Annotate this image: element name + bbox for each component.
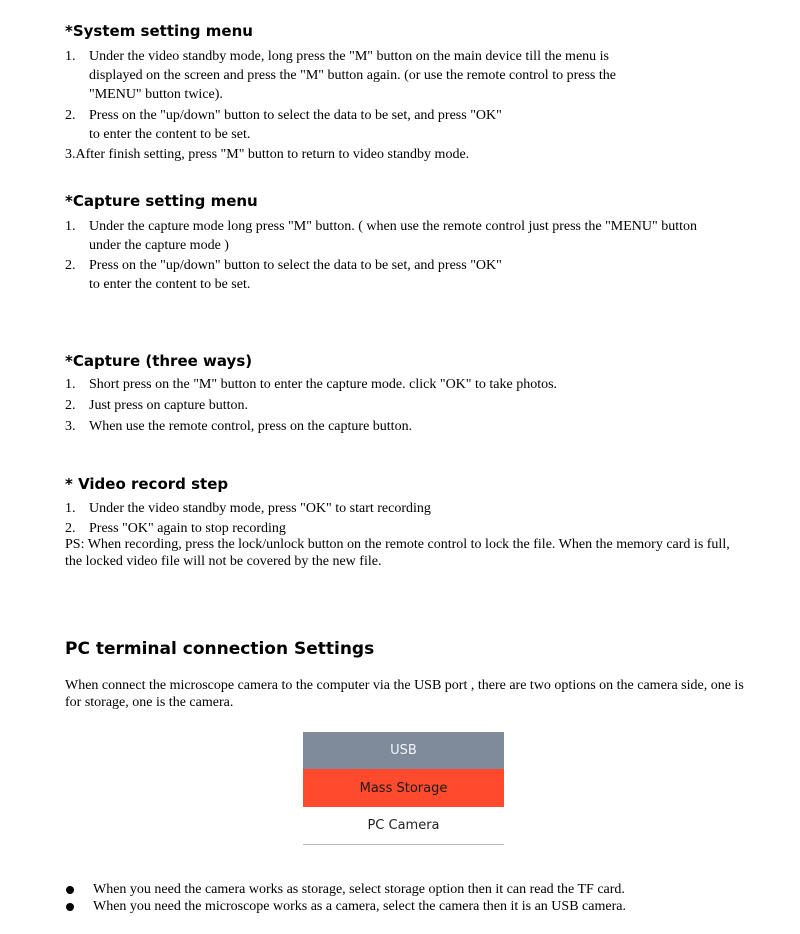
video-step1-number: 1. [65, 501, 76, 516]
bullet-dot-icon [66, 886, 74, 894]
capture-item1-line1: Under the capture mode long press "M" button. ( when use the remote control just press the "MENU" button [89, 219, 698, 234]
capture-way3-number: 3. [65, 419, 76, 434]
video-record-ps: PS: When recording, press the lock/unlock button on the remote control to lock the file. When the memory card is full, the locked video file will not be covered by the new file. [65, 537, 730, 569]
usb-mode-menu [303, 732, 504, 845]
capture-item1-number: 1. [65, 219, 76, 234]
pc-connection-intro: When connect the microscope camera to the computer via the USB port , there are two options on the camera side, one is for storage, one is the camera. [65, 678, 744, 710]
capture-item1-line2: under the capture mode ) [89, 238, 229, 253]
capture-way1-number: 1. [65, 377, 76, 392]
system-item1-number: 1. [65, 49, 76, 64]
bullet-storage-text: When you need the camera works as storage, select storage option then it can read the TF card. [93, 882, 625, 897]
usb-option-pc-camera[interactable]: PC Camera [303, 807, 504, 845]
video-step2-number: 2. [65, 521, 76, 536]
bullet-dot-icon [66, 903, 74, 911]
capture-way3-text: When use the remote control, press on the capture button. [89, 419, 413, 434]
capture-item2-number: 2. [65, 258, 76, 273]
system-item1-line3: "MENU" button twice). [89, 87, 223, 102]
video-record-heading: * Video record step [65, 475, 229, 493]
usb-option-mass-storage[interactable]: Mass Storage [303, 769, 504, 807]
capture-ways-heading: *Capture (three ways) [65, 352, 253, 370]
system-item2-line1: Press on the "up/down" button to select the data to be set, and press "OK" [89, 108, 502, 123]
capture-item2-line1: Press on the "up/down" button to select the data to be set, and press "OK" [89, 258, 502, 273]
video-step1-text: Under the video standby mode, press "OK" to start recording [89, 501, 431, 516]
system-item1-line1: Under the video standby mode, long press the "M" button on the main device till the menu is [89, 49, 610, 64]
system-setting-heading: *System setting menu [65, 22, 253, 40]
system-item1-line2: displayed on the screen and press the "M" button again. (or use the remote control to press the [89, 68, 616, 83]
capture-item2-line2: to enter the content to be set. [89, 277, 251, 292]
usb-menu-title: USB [303, 732, 504, 769]
capture-way2-text: Just press on capture button. [89, 398, 249, 413]
capture-way2-number: 2. [65, 398, 76, 413]
system-item2-number: 2. [65, 108, 76, 123]
capture-way1-text: Short press on the "M" button to enter the capture mode. click "OK" to take photos. [89, 377, 558, 392]
capture-setting-heading: *Capture setting menu [65, 192, 258, 210]
video-step2-text: Press "OK" again to stop recording [89, 521, 286, 536]
system-item2-line2: to enter the content to be set. [89, 127, 251, 142]
bullet-camera-text: When you need the microscope works as a camera, select the camera then it is an USB camera. [93, 899, 626, 914]
system-item3: 3.After finish setting, press "M" button to return to video standby mode. [65, 147, 470, 162]
pc-connection-heading: PC terminal connection Settings [65, 639, 375, 659]
